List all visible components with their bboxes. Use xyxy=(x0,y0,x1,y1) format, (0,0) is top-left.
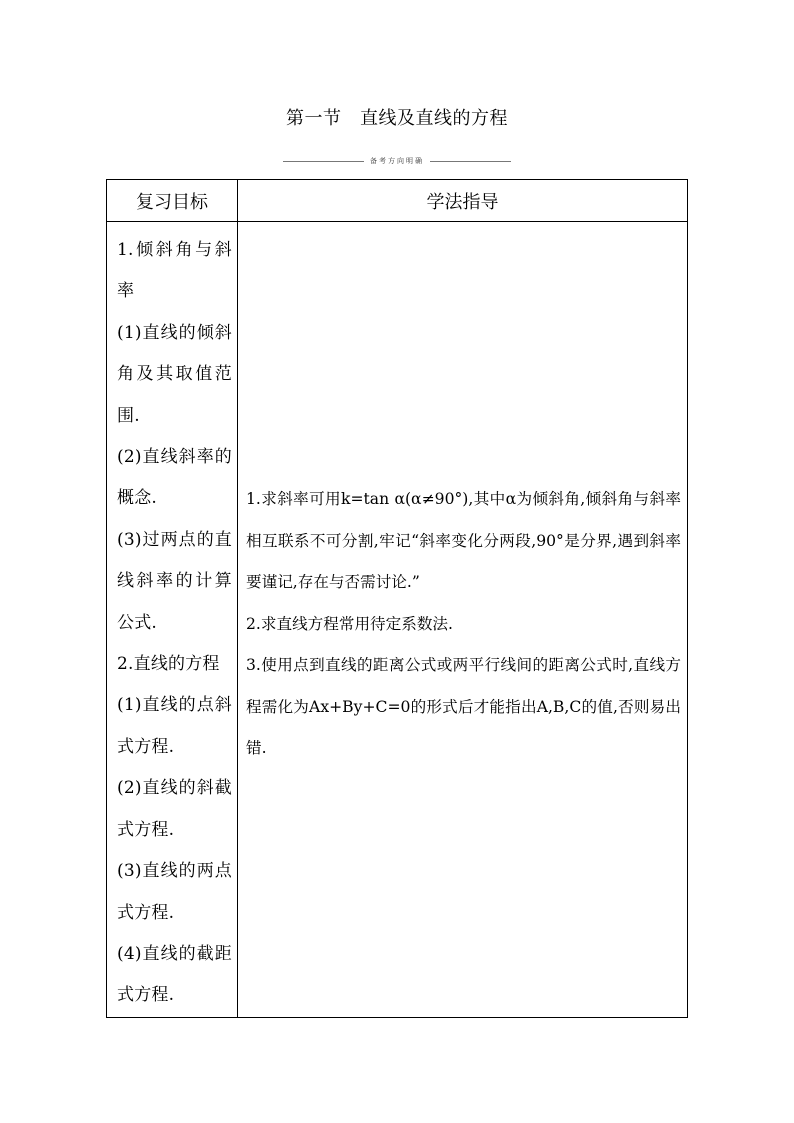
review-goals-cell xyxy=(107,222,238,1018)
header-study-guidance: 学法指导 xyxy=(238,180,688,222)
guidance-item: 2.求直线方程常用待定系数法. xyxy=(246,614,453,633)
divider-right xyxy=(430,161,511,162)
goal-item: (2)直线斜率的概念. xyxy=(117,447,232,509)
study-guide-table xyxy=(106,179,688,1018)
goal-item: (4)直线的截距式方程. xyxy=(117,943,232,1006)
guidance-item: 3.使用点到直线的距离公式或两平行线间的距离公式时,直线方程需化为Ax+By+C=0的形式后才能指出A,B,C的值,否则易出错. xyxy=(246,656,681,757)
guidance-item: 1.求斜率可用k=tan α(α≠90°),其中α为倾斜角,倾斜角与斜率相互联系不可分割,牢记“斜率变化分两段,90°是分界,遇到斜率要谨记,存在与否需讨论.” xyxy=(246,490,681,591)
goal-item: 2.直线的方程 xyxy=(117,654,220,675)
goal-item: (2)直线的斜截式方程. xyxy=(117,778,232,840)
table-row xyxy=(107,222,688,1018)
goal-item: 1.倾斜角与斜率 xyxy=(117,240,232,302)
goal-item: (1)直线的点斜式方程. xyxy=(117,695,232,757)
section-subtitle xyxy=(283,154,511,168)
header-review-goals: 复习目标 xyxy=(107,180,238,222)
goal-item: (1)直线的倾斜角及其取值范围. xyxy=(117,322,232,426)
subtitle-text: 备考方向明确 xyxy=(370,157,424,165)
study-guidance-cell xyxy=(238,222,688,1018)
page-title: 第一节 直线及直线的方程 xyxy=(286,108,508,129)
goal-item: (3)过两点的直线斜率的计算公式. xyxy=(117,529,232,633)
divider-left xyxy=(283,161,364,162)
goal-item: (3)直线的两点式方程. xyxy=(117,861,232,923)
table-header-row xyxy=(107,180,688,222)
